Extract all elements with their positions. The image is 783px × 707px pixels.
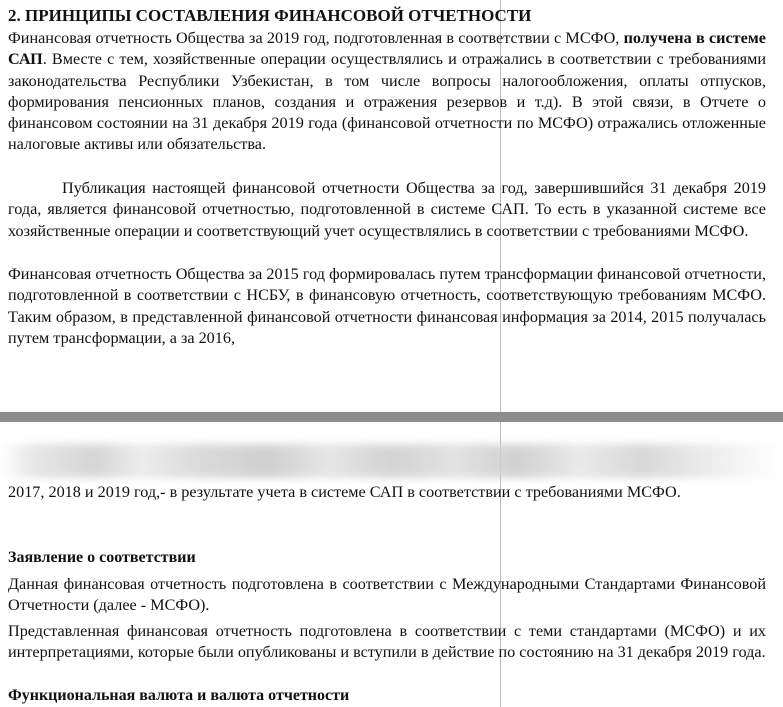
paragraph-standards-interpretations: Представленная финансовая отчетность подготовлена в соответствии с теми стандартами (МСФО) и их интерпретациями, которые были опубликованы и вступили в действие по состоянию на 31 декабря 2019 года. xyxy=(8,622,766,662)
heading-functional-currency: Функциональная валюта и валюта отчетности xyxy=(8,687,350,704)
scan-separator-strip xyxy=(0,412,783,422)
paragraph-sap-years: 2017, 2018 и 2019 год,- в результате учета в системе САП в соответствии с требованиями МСФО. xyxy=(8,483,681,501)
paragraph-1-rest: . Вместе с тем, хозяйственные операции осуществлялись и отражались в соответствии с требованиями законодательства Республики Узбекистан, в том числе вопросы налогообложения, оплаты отпусков, формирования пенсионных планов, создания и отражения резервов и т.д). В этой связи, в Отчете о финансовом состоянии на 31 декабря 2019 года (финансовой отчетности по МСФО) отражались отложенные налоговые активы или обязательства. xyxy=(8,50,766,154)
paragraph-1-bold: получена в системе САП xyxy=(8,29,766,69)
paragraph-transformation: Финансовая отчетность Общества за 2015 год формировалась путем трансформации финансовой отчетности, подготовленной в соответствии с НСБУ, в финансовую отчетность, соответствующую требованиям МСФО. Таким образом, в представленной финансовой отчетности финансовая информация за 2014, 2015 получалась путем трансформации, а за 2016, xyxy=(8,265,766,347)
heading-compliance-statement: Заявление о соответствии xyxy=(8,549,196,566)
paragraph-sap-statements xyxy=(8,28,766,156)
paragraph-1-start: Финансовая отчетность Общества за 2019 год, подготовленная в соответствии с МСФО, xyxy=(8,29,624,47)
blurred-scan-band xyxy=(0,444,783,478)
paragraph-ifrs-compliance: Данная финансовая отчетность подготовлена в соответствии с Международными Стандартами Финансовой Отчетности (далее - МСФО). xyxy=(8,575,766,615)
section-title: 2. ПРИНЦИПЫ СОСТАВЛЕНИЯ ФИНАНСОВОЙ ОТЧЕТНОСТИ xyxy=(8,6,532,25)
paragraph-publication: Публикация настоящей финансовой отчетности Общества за год, завершившийся 31 декабря 2019 года, является финансовой отчетностью, подготовленной в системе САП. То есть в указанной системе все хозяйственные операции и соответствующий учет осуществлялись в соответствии с требованиями МСФО. xyxy=(8,179,766,240)
